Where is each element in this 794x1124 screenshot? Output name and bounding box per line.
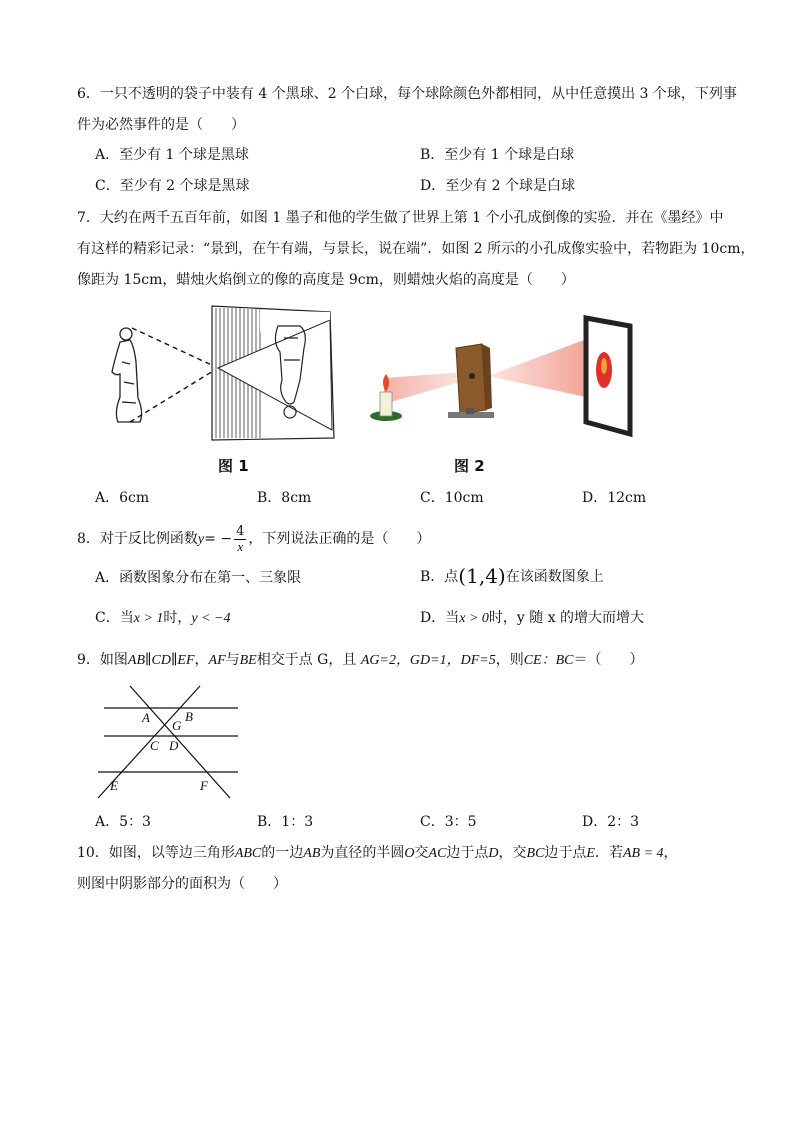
q8-option-b-post: 在该函数图象上	[505, 569, 604, 585]
q8-suffix: ，下列说法正确的是（ ）	[248, 531, 431, 547]
q9-mid2: 与	[225, 652, 240, 668]
q9-mid1: ，	[194, 652, 209, 668]
q9-label-f: F	[200, 778, 208, 793]
q10-stem-line2: 则图中阴影部分的面积为（ ）	[77, 876, 287, 892]
q10-text-3: 为直径的半圆	[320, 845, 405, 861]
q10-text-6: ，交	[498, 845, 527, 861]
q9-label-g: G	[172, 718, 182, 733]
q9-label-e: E	[110, 778, 118, 793]
q10-e: E	[586, 846, 595, 861]
q9-af: AF	[208, 653, 226, 668]
q9-pre: 9．如图	[77, 652, 128, 668]
q7-figure-1	[100, 302, 340, 442]
q9-stem	[77, 650, 644, 671]
q9-label-b: B	[185, 709, 193, 724]
q8-prefix: 8．对于反比例函数	[77, 531, 198, 547]
q8-option-d-post: 时，y 随 x 的增大而增大	[488, 610, 645, 626]
q8-option-c-cond: x > 1	[133, 611, 164, 626]
q9-label-a: A	[142, 710, 150, 725]
q7-option-a: A．6cm	[95, 490, 150, 506]
q6-stem-line1: 6．一只不透明的袋子中装有 4 个黑球、2 个白球，每个球除颜色外都相同，从中任意摸出 3 个球，下列事	[77, 86, 737, 102]
q7-figure-1-caption: 图 1	[218, 457, 249, 475]
q7-option-b: B．8cm	[257, 490, 312, 506]
q8-option-c-pre: C．当	[95, 610, 134, 626]
q8-option-c-mid: 时，	[163, 610, 192, 626]
q9-option-d: D．2：3	[582, 814, 640, 830]
q7-stem-line1: 7．大约在两千五百年前，如图 1 墨子和他的学生做了世界上第 1 个小孔成倒像的实验．并在《墨经》中	[77, 210, 724, 226]
q8-option-d-pre: D．当	[420, 610, 460, 626]
q9-mid3: 相交于点 G，且	[256, 652, 361, 668]
q8-func-lhs: y	[197, 532, 205, 547]
q9-option-c: C．3：5	[420, 814, 477, 830]
q8-option-b-point: (1,4)	[458, 564, 506, 588]
q9-option-b: B．1：3	[257, 814, 314, 830]
q8-option-d	[420, 608, 644, 629]
q9-label-c: C	[150, 738, 159, 753]
q7-figure-2-caption: 图 2	[454, 457, 485, 475]
q10-text-5: 边于点	[446, 845, 489, 861]
q10-o: O	[404, 846, 415, 861]
q6-stem-line2: 件为必然事件的是（ ）	[77, 117, 245, 133]
q9-parallel: AB∥CD∥EF	[127, 653, 195, 668]
q8-option-d-cond: x > 0	[459, 611, 489, 626]
q6-option-d: D．至少有 2 个球是白球	[420, 178, 576, 194]
q8-option-b-pre: B．点	[420, 569, 459, 585]
q8-frac-den: x	[237, 538, 244, 554]
q10-text-4: 交	[414, 845, 429, 861]
q9-figure	[90, 686, 250, 806]
q8-fraction	[234, 525, 246, 554]
q7-stem-line2: 有这样的精彩记录：“景到，在午有端，与景长，说在端”．如图 2 所示的小孔成像实验中，若物距为 10cm，	[77, 241, 755, 257]
q9-given: AG=2，GD=1，DF=5	[360, 653, 496, 668]
q10-d: D	[488, 846, 499, 861]
q6-option-a: A．至少有 1 个球是黑球	[95, 147, 249, 163]
q9-be: BE	[239, 653, 257, 668]
q10-bc: BC	[526, 846, 545, 861]
q9-ratio: CE：BC	[523, 653, 574, 668]
q8-option-a: A．函数图象分布在第一、三象限	[95, 570, 302, 586]
q10-text-9: ，	[663, 845, 678, 861]
q10-cond: AB = 4	[622, 846, 664, 861]
q10-ac: AC	[428, 846, 447, 861]
q9-mid4: ，则	[495, 652, 524, 668]
q7-stem-line3: 像距为 15cm，蜡烛火焰倒立的像的高度是 9cm，则蜡烛火焰的高度是（ ）	[77, 272, 575, 288]
q10-stem-line1	[77, 843, 678, 864]
person-figure-icon	[112, 328, 142, 422]
q7-option-d: D．12cm	[582, 490, 647, 506]
q9-tail: ＝（ ）	[573, 652, 644, 668]
q8-frac-num: 4	[236, 523, 245, 539]
q8-option-c	[95, 608, 231, 629]
q8-option-b	[420, 566, 604, 587]
q10-ab: AB	[303, 846, 321, 861]
q10-text-8: ．若	[594, 845, 623, 861]
q10-text-2: 的一边	[261, 845, 304, 861]
q6-option-b: B．至少有 1 个球是白球	[420, 147, 575, 163]
q8-option-c-res: y < −4	[191, 611, 231, 626]
projection-screen-icon	[586, 318, 630, 434]
q10-text-7: 边于点	[544, 845, 587, 861]
q9-option-a: A．5：3	[95, 814, 151, 830]
q9-label-d: D	[169, 738, 179, 753]
q7-option-c: C．10cm	[420, 490, 484, 506]
q8-stem	[77, 522, 430, 557]
q6-option-c: C．至少有 2 个球是黑球	[95, 178, 250, 194]
q8-func-eq: = −	[204, 531, 233, 547]
q10-abc: ABC	[234, 846, 262, 861]
q10-text-1: 10．如图，以等边三角形	[77, 845, 235, 861]
q7-figure-2	[368, 314, 638, 444]
